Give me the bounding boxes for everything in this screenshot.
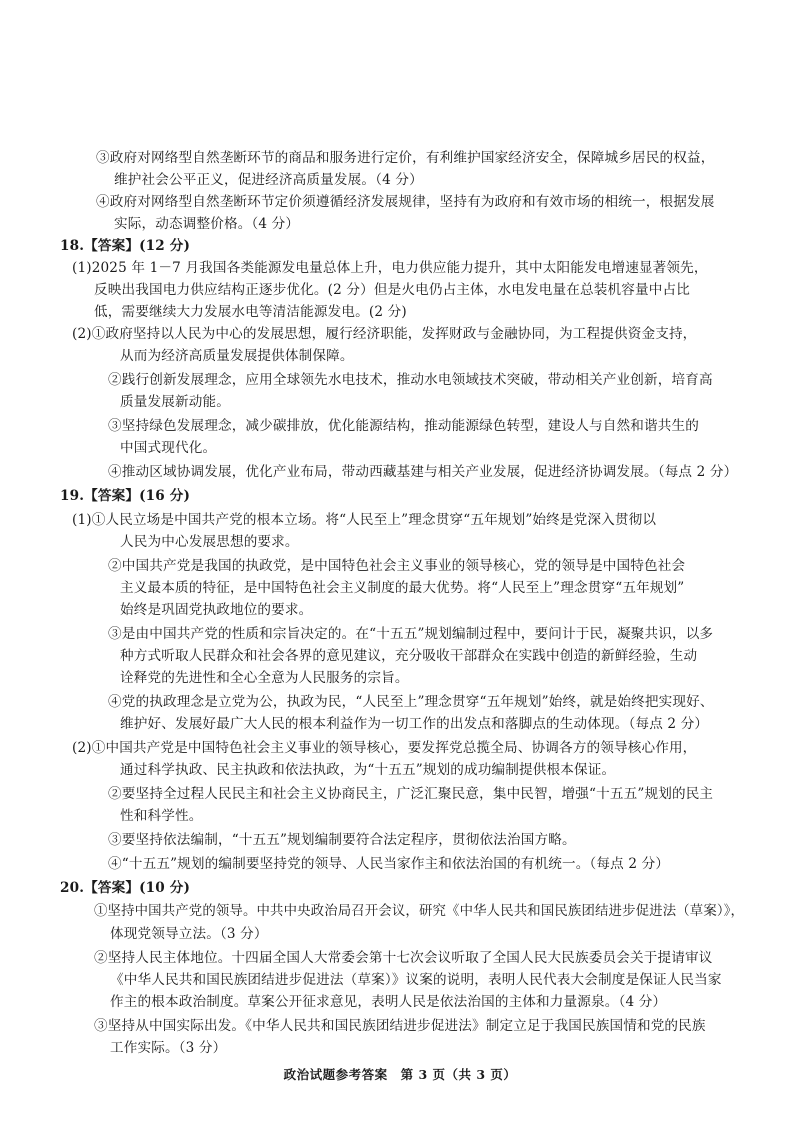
q17-point-3-line-1: ③政府对网络型自然垄断环节的商品和服务进行定价，有利维护国家经济安全，保障城乡居民的权益， [96,150,715,166]
q20-point-3-line-2: 工作实际。（3 分） [110,1040,227,1056]
q19-part-1-point-3-line-2: 种方式听取人民群众和社会各界的意见建议，充分吸收干部群众在实践中创造的新鲜经验，生动 [120,648,698,664]
q19-part-2-point-1-line-2: 通过科学执政、民主执政和依法执政，为“十五五”规划的成功编制提供根本保证。 [120,762,616,778]
q19-part-2-point-3-line-1: ③要坚持依法编制，“十五五”规划编制要符合法定程序，贯彻依法治国方略。 [108,832,576,848]
q18-part-2-line-2: 从而为经济高质量发展提供体制保障。 [120,348,354,364]
q19-header: 19.【答案】(16 分) [60,488,191,504]
q18-part-2-point-2-line-1: ②践行创新发展理念，应用全球领先水电技术，推动水电领域技术突破，带动相关产业创新，培育高 [108,372,713,388]
q20-header: 20.【答案】(10 分) [60,880,191,896]
q18-part-2-point-3-line-2: 中国式现代化。 [120,440,217,456]
q19-part-1-point-3-line-1: ③是由中国共产党的性质和宗旨决定的。在“十五五”规划编制过程中，要问计于民，凝聚共识，以多 [108,626,714,642]
q20-point-3-line-1: ③坚持从中国实际出发。《中华人民共和国民族团结进步促进法》制定立足于我国民族国情和党的民族 [94,1018,706,1034]
q18-part-1-line-3: 低，需要继续大力发展水电等清洁能源发电。(2 分) [94,304,407,320]
page-footer: 政治试题参考答案 第 3 页（共 3 页） [283,1067,517,1082]
q19-part-2-point-2-line-1: ②要坚持全过程人民民主和社会主义协商民主，广泛汇聚民意，集中民智，增强“十五五”规划的民主 [108,786,714,802]
q18-part-2-point-4-line-1: ④推动区域协调发展，优化产业布局，带动西藏基建与相关产业发展，促进经济协调发展。（每点 2 分） [108,464,738,480]
q20-point-1-line-2: 体现党领导立法。（3 分） [110,926,268,942]
q19-part-1-point-2-line-2: 主义最本质的特征，是中国特色社会主义制度的最大优势。将“人民至上”理念贯穿“五年规划” [120,580,685,596]
q19-part-1-point-4-line-2: 维护好、发展好最广大人民的根本利益作为一切工作的出发点和落脚点的生动体现。（每点 2 分） [120,716,709,732]
q20-point-2-line-3: 作主的根本政治制度。草案公开征求意见，表明人民是依法治国的主体和力量源泉。（4 分） [110,994,667,1010]
q20-point-1-line-1: ①坚持中国共产党的领导。中共中央政治局召开会议，研究《中华人民共和国民族团结进步促进法（草案）》， [94,904,745,919]
q18-part-1-line-1: (1)2025 年 1－7 月我国各类能源发电量总体上升，电力供应能力提升，其中太阳能发电增速显著领先， [72,260,708,276]
q18-header: 18.【答案】(12 分) [60,238,191,254]
q19-part-1-point-2-line-3: 始终是巩固党执政地位的要求。 [120,602,313,618]
q19-part-2-point-4-line-1: ④“十五五”规划的编制要坚持党的领导、人民当家作主和依法治国的有机统一。（每点 2 分） [108,856,670,872]
q17-point-4-line-1: ④政府对网络型自然垄断环节定价须遵循经济发展规律，坚持有为政府和有效市场的相统一，根据发展 [96,194,715,210]
q19-part-2-point-1-line-1: (2)①中国共产党是中国特色社会主义事业的领导核心，要发挥党总揽全局、协调各方的领导核心作用， [72,740,697,756]
q19-part-2-point-2-line-2: 性和科学性。 [120,808,203,824]
q19-part-1-point-2-line-1: ②中国共产党是我国的执政党，是中国特色社会主义事业的领导核心，党的领导是中国特色社会 [108,558,686,574]
q17-point-3-line-2: 维护社会公平正义，促进经济高质量发展。（4 分） [114,172,423,188]
q19-part-1-point-4-line-1: ④党的执政理念是立党为公，执政为民，“人民至上”理念贯穿“五年规划”始终，就是始终把实现好、 [108,694,714,710]
q18-part-2-point-2-line-2: 质量发展新动能。 [120,394,230,410]
q18-part-2-line-1: (2)①政府坚持以人民为中心的发展思想，履行经济职能，发挥财政与金融协同，为工程提供资金支持， [72,326,697,342]
q19-part-1-point-1-line-1: (1)①人民立场是中国共产党的根本立场。将“人民至上”理念贯穿“五年规划”始终是党深入贯彻以 [72,512,657,528]
q17-point-4-line-2: 实际，动态调整价格。（4 分） [114,216,300,232]
q18-part-1-line-2: 反映出我国电力供应结构正逐步优化。(2 分）但是火电仍占主体，水电发电量在总装机容量中占比 [94,282,690,298]
q18-part-2-point-3-line-1: ③坚持绿色发展理念，减少碳排放，优化能源结构，推动能源绿色转型，建设人与自然和谐共生的 [108,418,699,434]
q19-part-1-point-1-line-2: 人民为中心发展思想的要求。 [120,534,299,550]
q19-part-1-point-3-line-3: 诠释党的先进性和全心全意为人民服务的宗旨。 [120,670,409,686]
q20-point-2-line-1: ②坚持人民主体地位。十四届全国人大常委会第十七次会议听取了全国人民大民族委员会关于提请审议 [94,950,713,966]
q20-point-2-line-2: 《中华人民共和国民族团结进步促进法（草案）》议案的说明，表明人民代表大会制度是保证人民当家 [110,972,722,988]
